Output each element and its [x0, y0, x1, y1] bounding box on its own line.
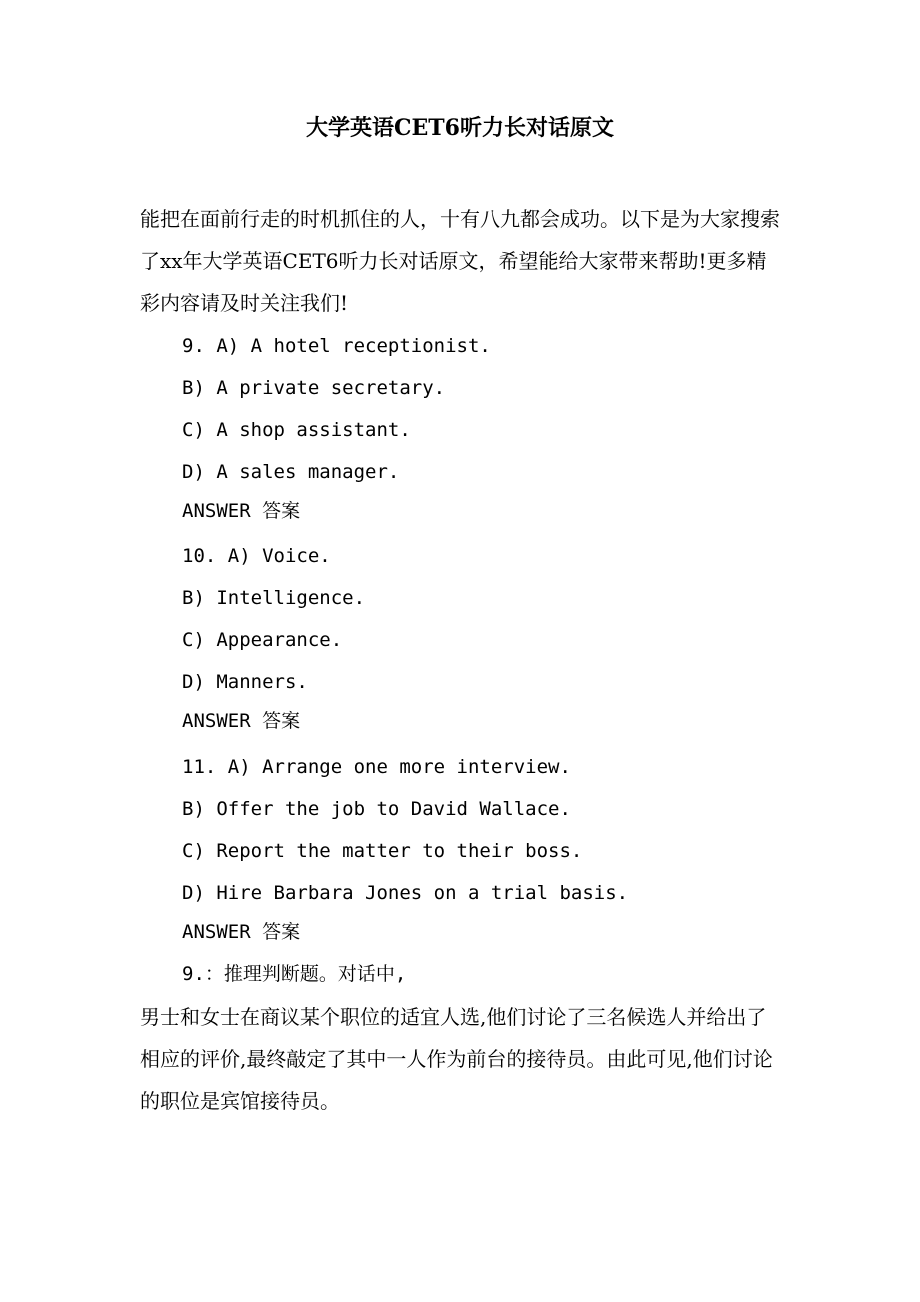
question-11-option-d: D) Hire Barbara Jones on a trial basis. [182, 882, 629, 904]
question-9-option-a: 9. A) A hotel receptionist. [182, 335, 491, 357]
question-9-option-d: D) A sales manager. [182, 461, 400, 483]
question-10-option-c: C) Appearance. [182, 629, 343, 651]
analysis-heading: 9.：推理判断题。对话中, [182, 963, 407, 985]
question-10-answer: ANSWER 答案 [182, 710, 301, 732]
analysis-paragraph: 男士和女士在商议某个职位的适宜人选,他们讨论了三名候选人并给出了相应的评价,最终敲定了其中一人作为前台的接待员。由此可见,他们讨论的职位是宾馆接待员。 [140, 1005, 773, 1113]
question-11-option-c: C) Report the matter to their boss. [182, 840, 583, 862]
question-10-option-d: D) Manners. [182, 671, 308, 693]
page-title: 大学英语CET6听力长对话原文 [306, 115, 614, 141]
question-9-option-b: B) A private secretary. [182, 377, 446, 399]
question-10-option-b: B) Intelligence. [182, 587, 366, 609]
question-11-answer: ANSWER 答案 [182, 921, 301, 943]
question-10-option-a: 10. A) Voice. [182, 545, 331, 567]
question-11-option-b: B) Offer the job to David Wallace. [182, 798, 571, 820]
question-11-option-a: 11. A) Arrange one more interview. [182, 756, 571, 778]
question-9-option-c: C) A shop assistant. [182, 419, 411, 441]
question-9-answer: ANSWER 答案 [182, 500, 301, 522]
intro-paragraph: 能把在面前行走的时机抓住的人，十有八九都会成功。以下是为大家搜索了xx年大学英语CET6听力长对话原文，希望能给大家带来帮助!更多精彩内容请及时关注我们! [140, 207, 780, 315]
